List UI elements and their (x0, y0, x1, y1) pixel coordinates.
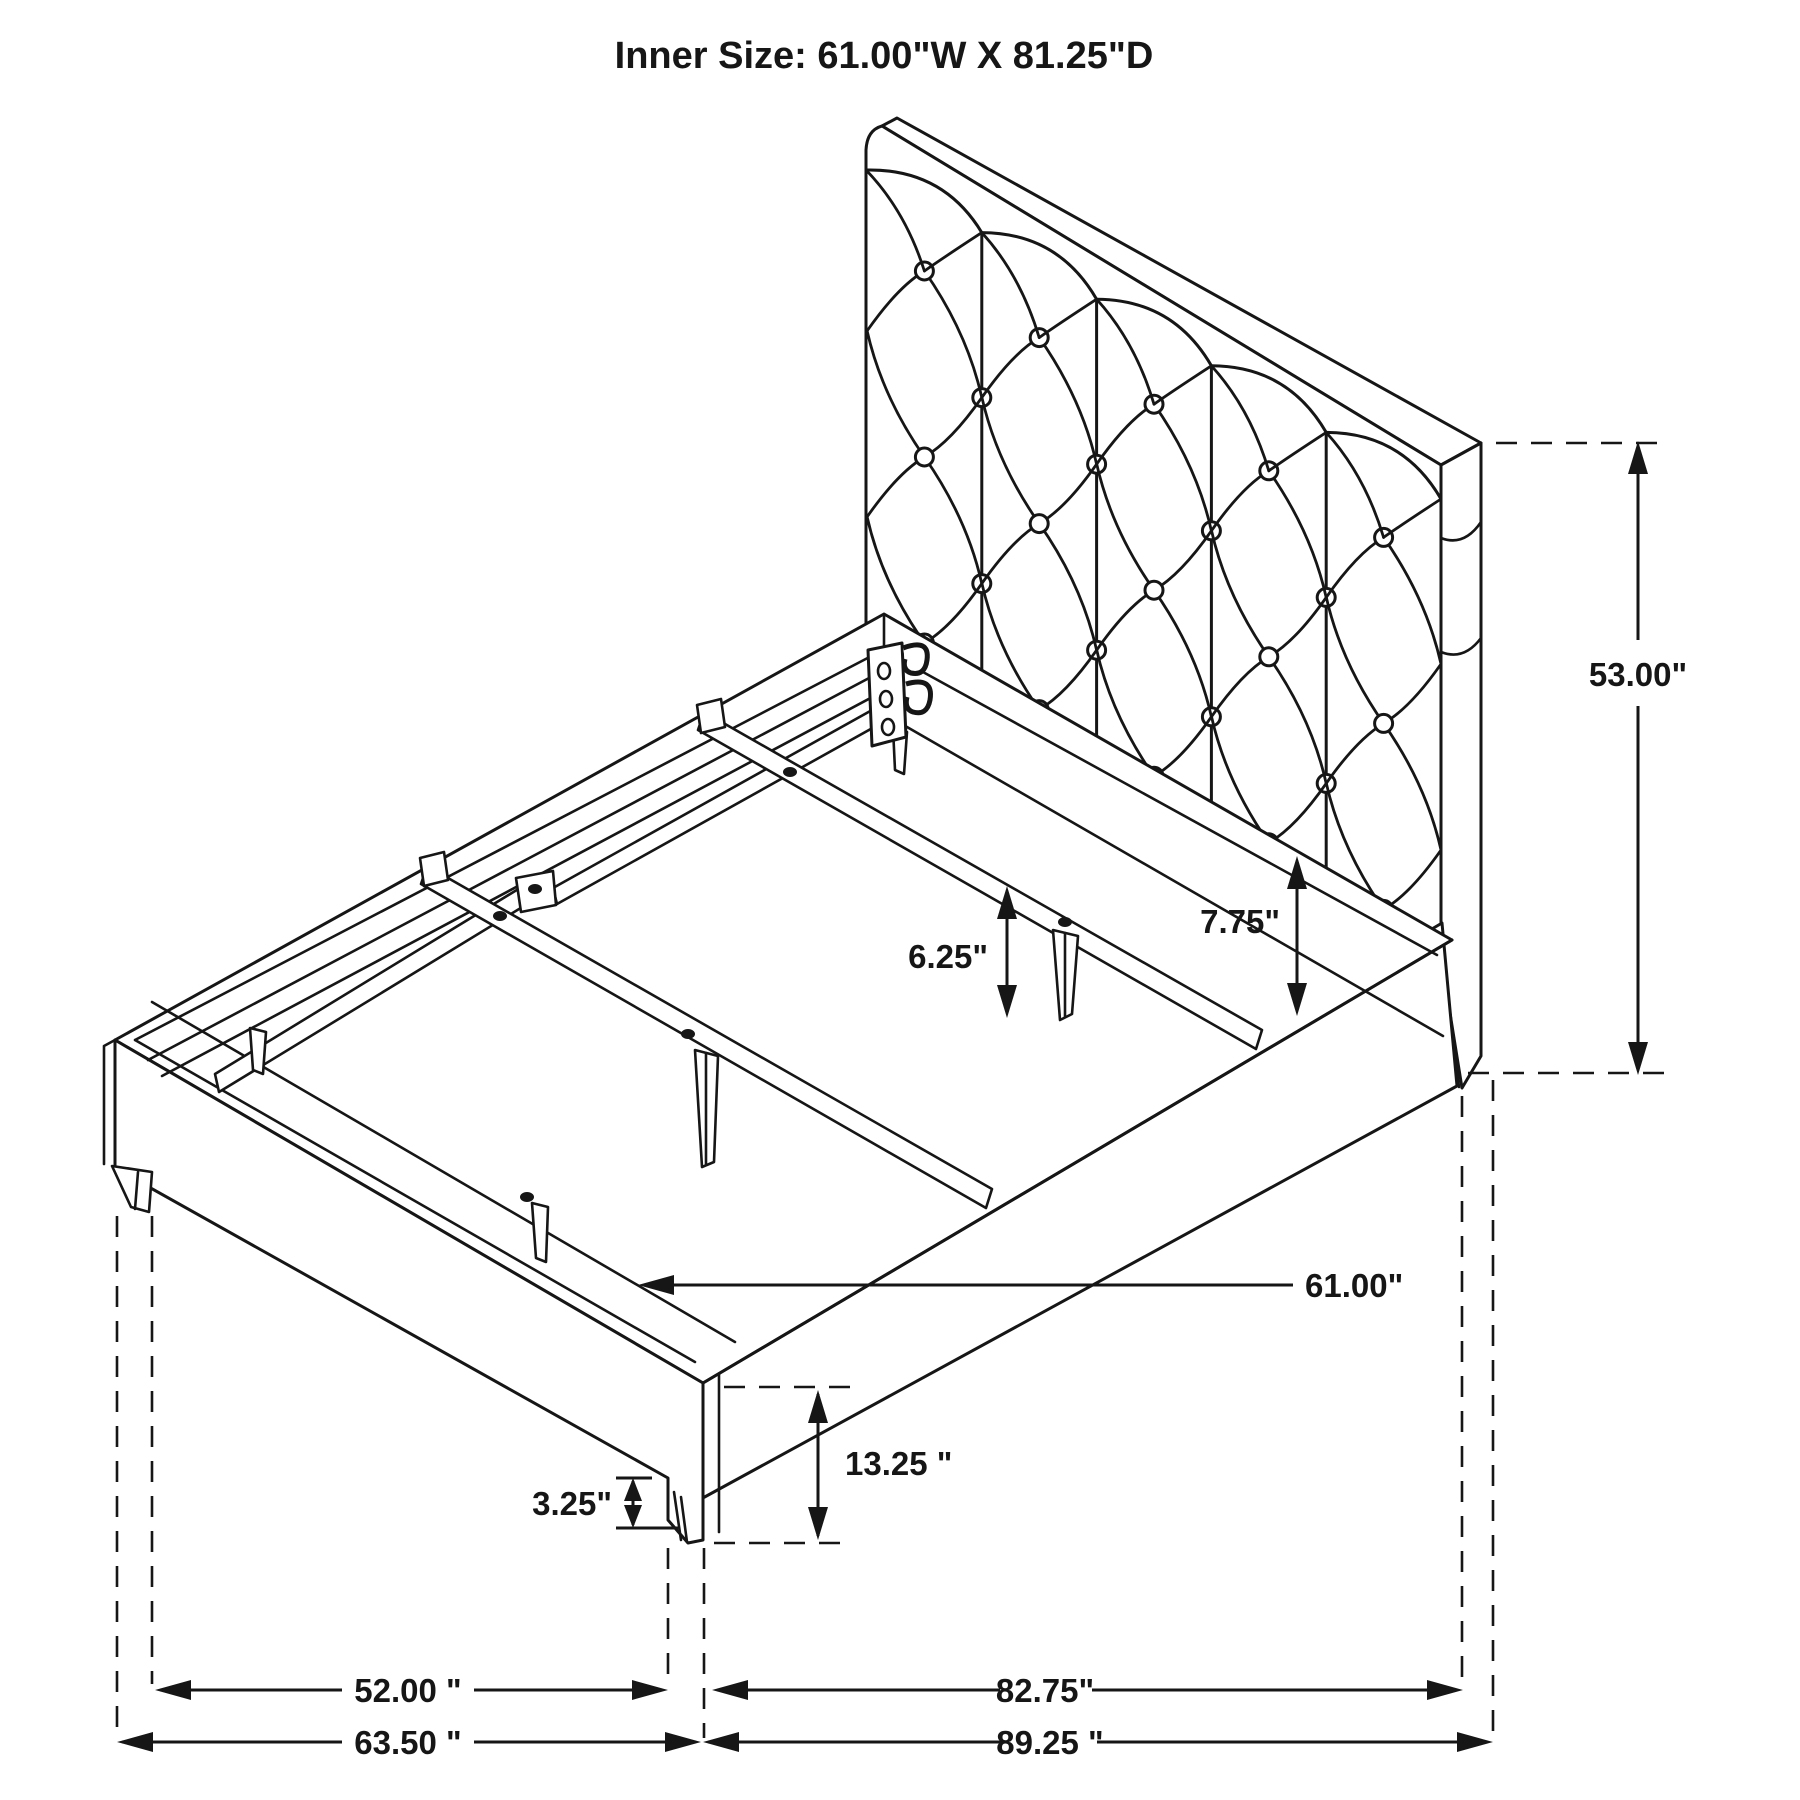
tuft-button (1375, 714, 1393, 732)
dim-label-footboard-height: 13.25 " (845, 1445, 953, 1482)
dim-label-inner-width: 61.00" (1305, 1267, 1404, 1304)
dim-label-overall-length: 89.25 " (996, 1724, 1104, 1761)
tuft-button (1145, 581, 1163, 599)
dim-label-headboard-height: 53.00" (1588, 656, 1688, 693)
screw-hole (1058, 917, 1072, 927)
dimension-foot-leg-height (532, 1478, 678, 1528)
dimension-width-between-legs (155, 1672, 668, 1709)
left-leg (112, 1166, 152, 1212)
screw-hole (681, 1029, 695, 1039)
tuft-button (1030, 515, 1048, 533)
mounting-peg (250, 1028, 266, 1074)
dim-label-side-rail-height: 7.75" (1200, 903, 1280, 940)
bracket-hook (903, 645, 927, 674)
screw-hole (493, 911, 507, 921)
dimension-headboard-height (1589, 441, 1687, 1075)
slat-end-cap (697, 699, 725, 733)
dim-label-center-leg-height: 6.25" (908, 938, 988, 975)
screw-hole (528, 884, 542, 894)
slat-end-cap (420, 852, 448, 886)
dimension-length-between-legs (712, 1672, 1463, 1709)
bracket-hook (906, 682, 931, 713)
screw-hole (783, 767, 797, 777)
dim-label-width-between-legs: 52.00 " (354, 1672, 462, 1709)
screw-hole (520, 1192, 534, 1202)
tuft-button (915, 448, 933, 466)
tuft-button (1260, 648, 1278, 666)
dim-label-foot-leg-height: 3.25" (532, 1485, 612, 1522)
dim-label-overall-width: 63.50 " (354, 1724, 462, 1761)
dimension-overall-length (703, 1724, 1493, 1761)
bracket-hole (878, 663, 890, 679)
dim-label-length-between-legs: 82.75" (995, 1672, 1095, 1709)
left-corner-edge (104, 1040, 115, 1164)
bracket-hole (882, 719, 894, 735)
bracket-hole (880, 691, 892, 707)
mounting-peg (532, 1203, 548, 1262)
dimension-overall-width (117, 1724, 701, 1761)
diagram-title: Inner Size: 61.00"W X 81.25"D (614, 35, 1154, 77)
